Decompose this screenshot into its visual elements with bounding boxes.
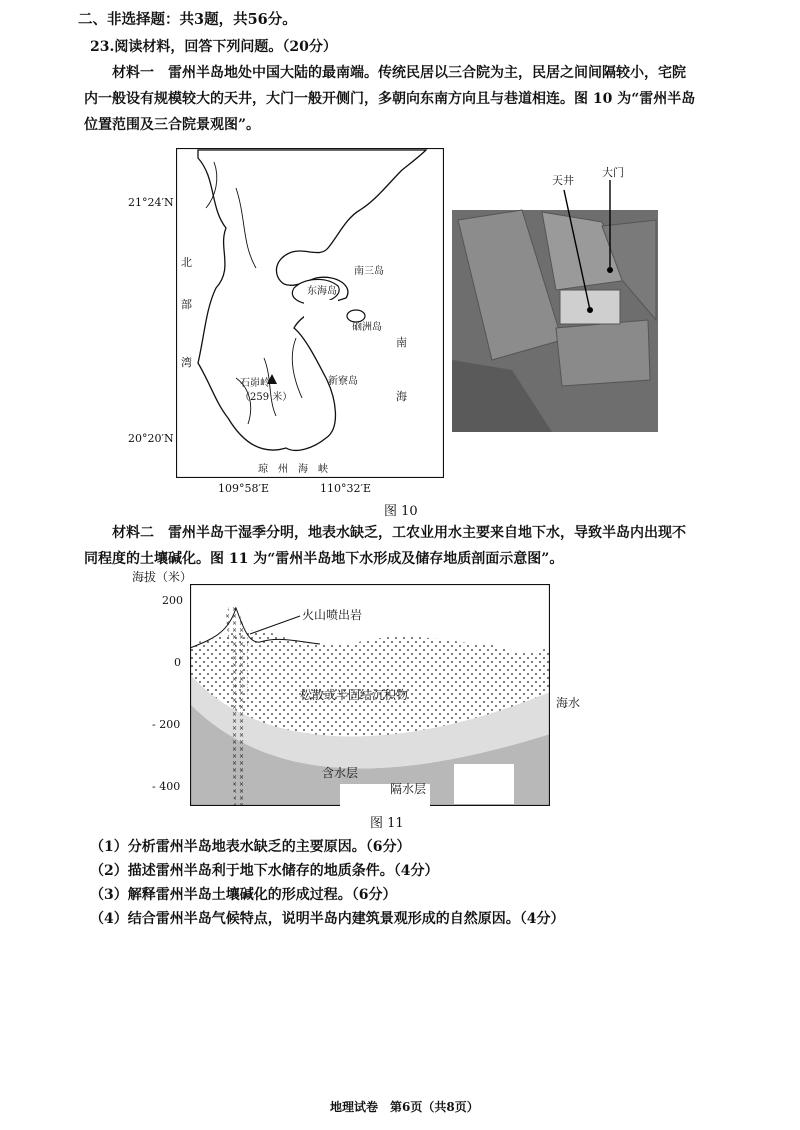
ytick-minus200: - 200	[152, 718, 181, 731]
strait-label: 琼 州 海 峡	[258, 464, 328, 475]
lon-right-label: 110°32′E	[320, 482, 372, 495]
material2-line2: 同程度的土壤碱化。图 11 为“雷州半岛地下水形成及储存地质剖面示意图”。	[84, 551, 564, 567]
aquiclude-label: 隔水层	[390, 782, 427, 796]
question-title: 23.阅读材料，回答下列问题。（20分）	[90, 39, 337, 55]
lat-top-label: 21°24′N	[128, 196, 174, 209]
elevation-label: （259 米）	[240, 392, 293, 403]
donghaidao-label: 东海岛	[307, 286, 337, 297]
seawater-label: 海水	[556, 696, 581, 710]
ytick-200: 200	[162, 594, 183, 607]
question-4: （4）结合雷州半岛气候特点，说明半岛内建筑景观形成的自然原因。（4分）	[90, 911, 565, 927]
leizhou-map	[176, 148, 444, 478]
beibu-char-2: 部	[181, 298, 192, 311]
question-3: （3）解释雷州半岛土壤碱化的形成过程。（6分）	[90, 887, 397, 903]
nanhai-char-1: 南	[396, 336, 407, 349]
volcanic-label: 火山喷出岩	[302, 608, 363, 622]
material1-line1: 材料一 雷州半岛地处中国大陆的最南端。传统民居以三合院为主，民居之间间隔较小，宅院	[112, 65, 686, 81]
ytick-0: 0	[174, 656, 181, 669]
question-2: （2）描述雷州半岛利于地下水储存的地质条件。（4分）	[90, 863, 439, 879]
naozhoudao-label: 硇洲岛	[352, 322, 382, 333]
nansandao-label: 南三岛	[354, 266, 384, 277]
page-footer: 地理试卷 第6页（共8页）	[330, 1100, 479, 1114]
figure11-ylabel: 海拔（米）	[132, 570, 193, 584]
material2-line1: 材料二 雷州半岛干湿季分明，地表水缺乏，工农业用水主要来自地下水，导致半岛内出现不	[112, 525, 686, 541]
nanhai-char-2: 海	[396, 390, 407, 403]
figure10-caption: 图 10	[384, 504, 418, 519]
gate-label: 大门	[602, 166, 624, 179]
figure11-caption: 图 11	[370, 816, 404, 831]
sanheyuan-photo	[452, 160, 658, 432]
beibu-char-1: 北	[181, 256, 192, 269]
courtyard-label: 天井	[552, 174, 574, 187]
ytick-minus400: - 400	[152, 780, 181, 793]
material1-line2: 内一般设有规模较大的天井，大门一般开侧门，多朝向东南方向且与巷道相连。图 10 为“雷州半岛	[84, 91, 696, 107]
lon-left-label: 109°58′E	[218, 482, 270, 495]
beibu-char-3: 湾	[181, 356, 192, 369]
lat-bottom-label: 20°20′N	[128, 432, 174, 445]
question-1: （1）分析雷州半岛地表水缺乏的主要原因。（6分）	[90, 839, 411, 855]
aquifer-label: 含水层	[322, 766, 359, 780]
shimianling-label: 石峁岭	[240, 378, 270, 389]
material1-line3: 位置范围及三合院景观图”。	[84, 117, 261, 133]
section-title: 二、非选择题：共3题，共56分。	[78, 11, 297, 28]
xinliaodao-label: 新寮岛	[328, 376, 358, 387]
sediment-label: 松散或半固结沉积物	[300, 688, 409, 702]
